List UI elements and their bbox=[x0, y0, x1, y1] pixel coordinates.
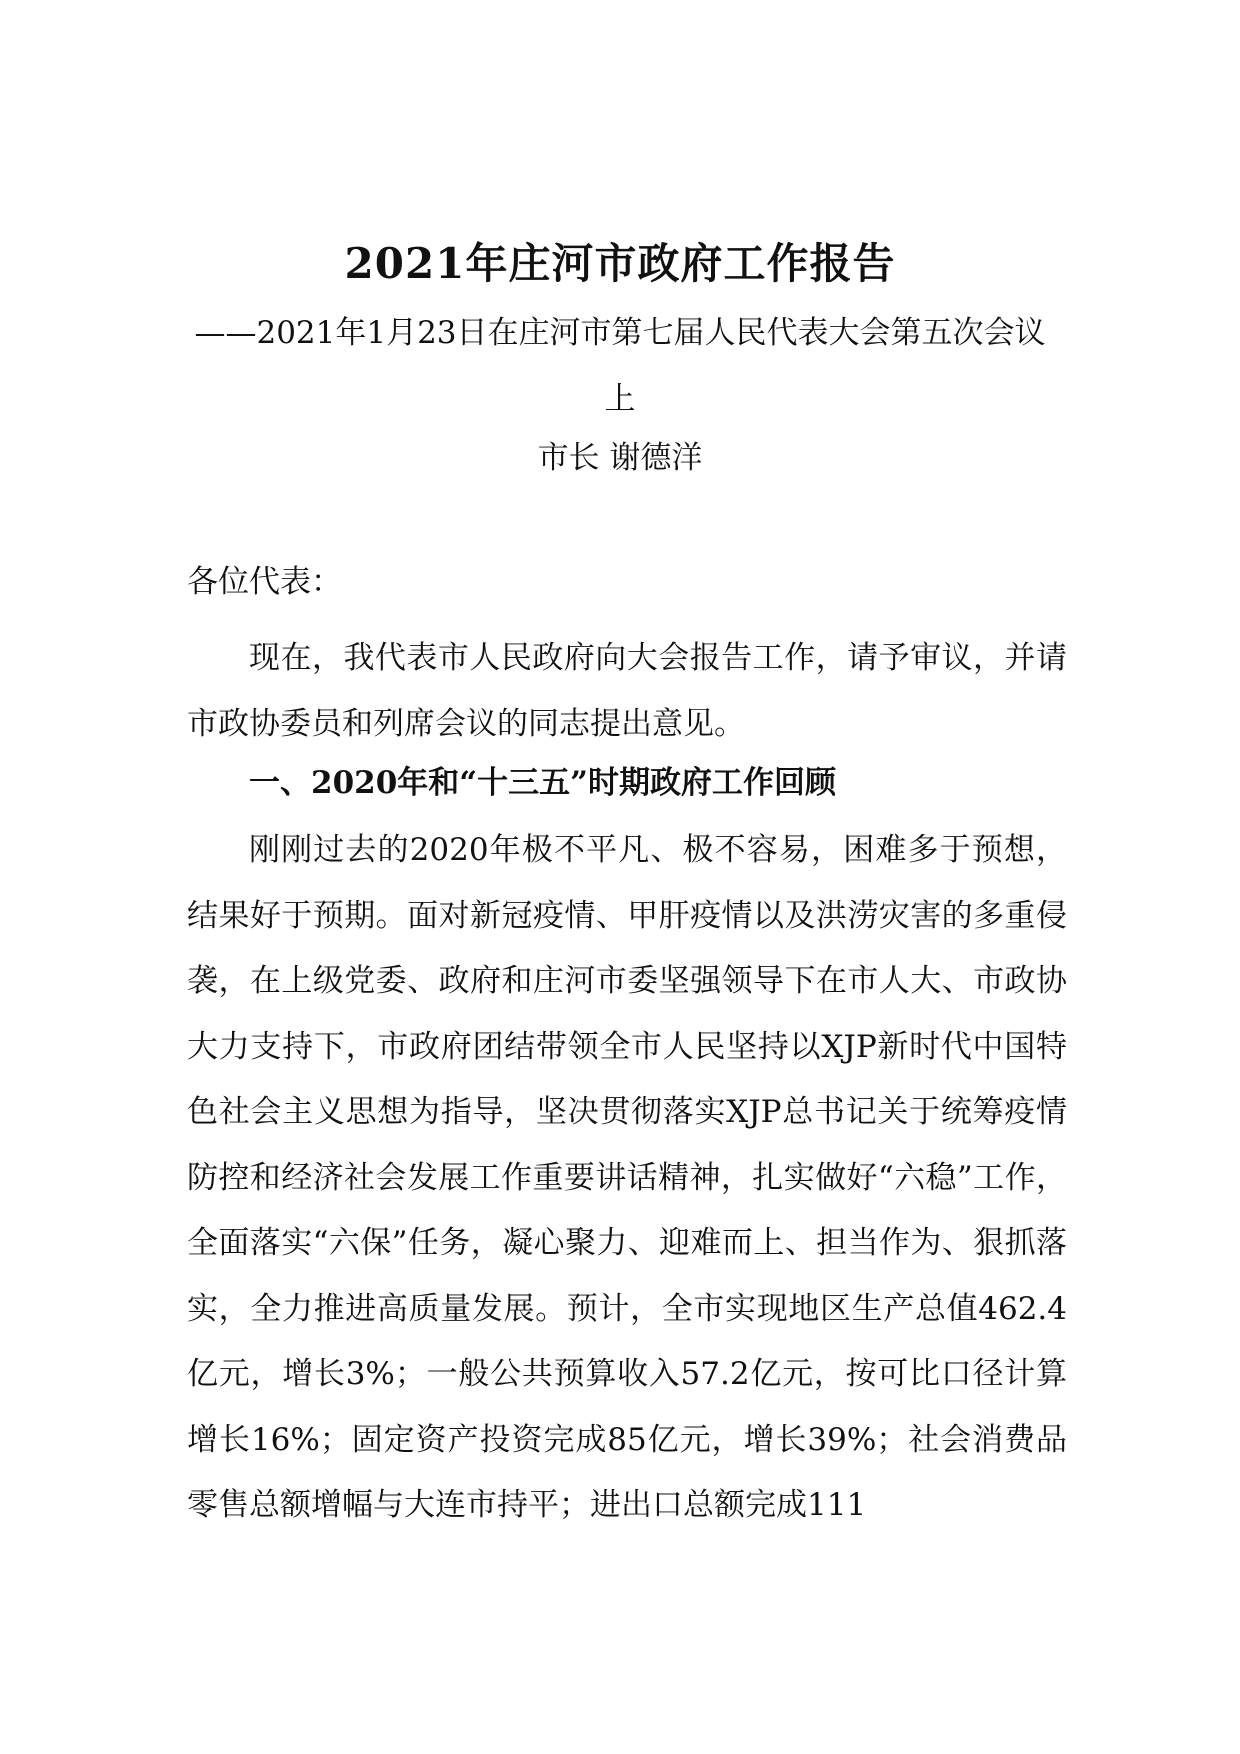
document-subtitle: ——2021年1月23日在庄河市第七届人民代表大会第五次会议上 bbox=[194, 315, 1046, 417]
salutation: 各位代表： bbox=[187, 564, 342, 600]
opening-paragraph: 现在，我代表市人民政府向大会报告工作，请予审议，并请市政协委员和列席会议的同志提出意见。 bbox=[187, 640, 1067, 742]
section-heading: 一、2020年和“十三五”时期政府工作回顾 bbox=[249, 765, 836, 801]
document-title: 2021年庄河市政府工作报告 bbox=[344, 239, 896, 288]
section-paragraph: 刚刚过去的2020年极不平凡、极不容易，困难多于预想，结果好于预期。面对新冠疫情、甲肝疫情以及洪涝灾害的多重侵袭，在上级党委、政府和庄河市委坚强领导下在市人大、市政协大力支持下，市政府团结带领全市人民坚持以XJP新时代中国特色社会主义思想为指导，坚决贯彻落实XJP总书记关于统筹疫情防控和经济社会发展工作重要讲话精神，扎实做好“六稳”工作，全面落实“六保”任务，凝心聚力、迎难而上、担当作为、狠抓落实，全力推进高质量发展。预计，全市实现地区生产总值462.4亿元，增长3%；一般公共预算收入57.2亿元，按可比口径计算增长16%；固定资产投资完成85亿元，增长39%；社会消费品零售总额增幅与大连市持平；进出口总额完成111 bbox=[187, 832, 1067, 1523]
document-author: 市长 谢德洋 bbox=[537, 440, 703, 476]
